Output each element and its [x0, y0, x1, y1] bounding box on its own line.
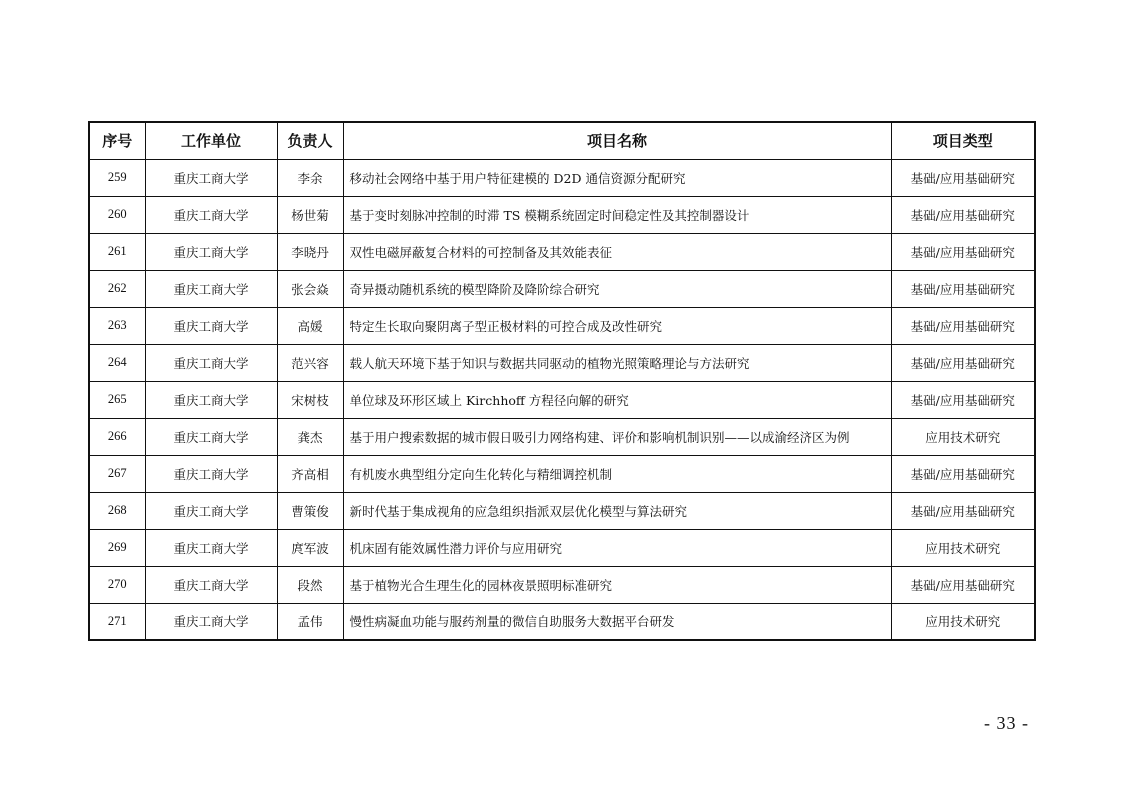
cell-project-type: 应用技术研究	[891, 418, 1035, 455]
table-row	[89, 307, 1035, 344]
table-row	[89, 233, 1035, 270]
cell-leader: 高媛	[277, 307, 343, 344]
table-row	[89, 381, 1035, 418]
cell-project-name: 机床固有能效属性潜力评价与应用研究	[343, 529, 891, 566]
table-header-row	[89, 122, 1035, 159]
cell-project-type: 基础/应用基础研究	[891, 492, 1035, 529]
cell-index: 261	[89, 233, 145, 270]
cell-project-type: 基础/应用基础研究	[891, 270, 1035, 307]
cell-project-name: 单位球及环形区域上 Kirchhoff 方程径向解的研究	[343, 381, 891, 418]
table-row	[89, 418, 1035, 455]
header-project-name: 项目名称	[343, 122, 891, 159]
cell-leader: 孟伟	[277, 603, 343, 640]
cell-leader: 齐高相	[277, 455, 343, 492]
project-table	[88, 121, 1036, 641]
table-row	[89, 566, 1035, 603]
cell-project-name: 基于植物光合生理生化的园林夜景照明标准研究	[343, 566, 891, 603]
cell-project-name: 奇异摄动随机系统的模型降阶及降阶综合研究	[343, 270, 891, 307]
header-project-type: 项目类型	[891, 122, 1035, 159]
cell-unit: 重庆工商大学	[145, 344, 277, 381]
cell-project-name: 移动社会网络中基于用户特征建模的 D2D 通信资源分配研究	[343, 159, 891, 196]
table-row	[89, 455, 1035, 492]
cell-unit: 重庆工商大学	[145, 381, 277, 418]
cell-unit: 重庆工商大学	[145, 307, 277, 344]
cell-unit: 重庆工商大学	[145, 196, 277, 233]
cell-leader: 庹军波	[277, 529, 343, 566]
cell-project-type: 应用技术研究	[891, 603, 1035, 640]
cell-project-name: 慢性病凝血功能与服药剂量的微信自助服务大数据平台研发	[343, 603, 891, 640]
cell-index: 259	[89, 159, 145, 196]
cell-index: 266	[89, 418, 145, 455]
cell-unit: 重庆工商大学	[145, 492, 277, 529]
cell-project-type: 基础/应用基础研究	[891, 307, 1035, 344]
cell-project-name: 基于变时刻脉冲控制的时滞 TS 模糊系统固定时间稳定性及其控制器设计	[343, 196, 891, 233]
cell-project-type: 基础/应用基础研究	[891, 381, 1035, 418]
cell-leader: 龚杰	[277, 418, 343, 455]
cell-index: 262	[89, 270, 145, 307]
cell-leader: 段然	[277, 566, 343, 603]
header-leader: 负责人	[277, 122, 343, 159]
cell-unit: 重庆工商大学	[145, 159, 277, 196]
cell-project-type: 基础/应用基础研究	[891, 196, 1035, 233]
cell-project-type: 基础/应用基础研究	[891, 455, 1035, 492]
cell-index: 263	[89, 307, 145, 344]
cell-unit: 重庆工商大学	[145, 418, 277, 455]
cell-project-type: 基础/应用基础研究	[891, 566, 1035, 603]
cell-project-name: 新时代基于集成视角的应急组织指派双层优化模型与算法研究	[343, 492, 891, 529]
cell-index: 269	[89, 529, 145, 566]
cell-index: 267	[89, 455, 145, 492]
table-row	[89, 344, 1035, 381]
cell-project-name: 特定生长取向聚阴离子型正极材料的可控合成及改性研究	[343, 307, 891, 344]
cell-unit: 重庆工商大学	[145, 270, 277, 307]
cell-index: 268	[89, 492, 145, 529]
cell-project-type: 基础/应用基础研究	[891, 344, 1035, 381]
cell-index: 264	[89, 344, 145, 381]
cell-index: 265	[89, 381, 145, 418]
cell-project-type: 基础/应用基础研究	[891, 233, 1035, 270]
cell-unit: 重庆工商大学	[145, 233, 277, 270]
cell-unit: 重庆工商大学	[145, 566, 277, 603]
table-row	[89, 529, 1035, 566]
table-row	[89, 196, 1035, 233]
cell-leader: 李晓丹	[277, 233, 343, 270]
table-row	[89, 492, 1035, 529]
header-unit: 工作单位	[145, 122, 277, 159]
cell-leader: 范兴容	[277, 344, 343, 381]
cell-leader: 杨世菊	[277, 196, 343, 233]
cell-unit: 重庆工商大学	[145, 603, 277, 640]
page-number: - 33 -	[984, 713, 1029, 733]
table-body	[89, 159, 1035, 640]
cell-leader: 李余	[277, 159, 343, 196]
cell-index: 270	[89, 566, 145, 603]
cell-project-type: 应用技术研究	[891, 529, 1035, 566]
cell-index: 271	[89, 603, 145, 640]
cell-project-name: 双性电磁屏蔽复合材料的可控制备及其效能表征	[343, 233, 891, 270]
header-index: 序号	[89, 122, 145, 159]
table-row	[89, 159, 1035, 196]
table-row	[89, 270, 1035, 307]
cell-unit: 重庆工商大学	[145, 455, 277, 492]
cell-leader: 曹策俊	[277, 492, 343, 529]
cell-leader: 宋树枝	[277, 381, 343, 418]
table-row	[89, 603, 1035, 640]
cell-index: 260	[89, 196, 145, 233]
cell-unit: 重庆工商大学	[145, 529, 277, 566]
cell-leader: 张会焱	[277, 270, 343, 307]
cell-project-type: 基础/应用基础研究	[891, 159, 1035, 196]
cell-project-name: 有机废水典型组分定向生化转化与精细调控机制	[343, 455, 891, 492]
cell-project-name: 载人航天环境下基于知识与数据共同驱动的植物光照策略理论与方法研究	[343, 344, 891, 381]
cell-project-name: 基于用户搜索数据的城市假日吸引力网络构建、评价和影响机制识别——以成渝经济区为例	[343, 418, 891, 455]
